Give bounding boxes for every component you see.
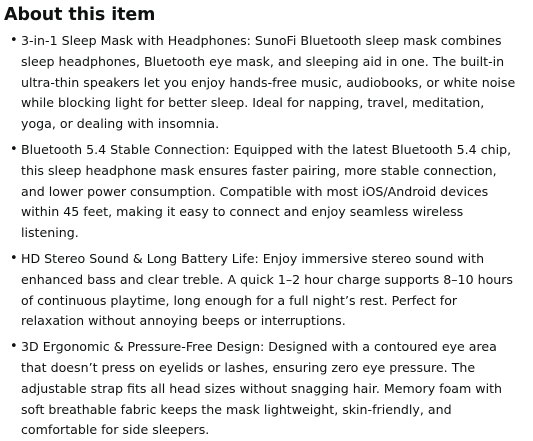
bullet-point-icon: • — [10, 250, 18, 266]
bullet-line: sleep headphones, Bluetooth eye mask, and sleeping aid in one. The built-in — [21, 53, 505, 69]
feature-bullet — [4, 31, 533, 135]
bullet-line: comfortable for side sleepers. — [21, 422, 210, 438]
feature-bullet-text — [21, 249, 521, 332]
bullet-line: enhanced bass and clear treble. A quick 1–2 hour charge supports 8–10 hours — [21, 271, 513, 287]
feature-bullet-text — [21, 31, 521, 135]
feature-bullet — [4, 249, 533, 332]
bullet-point-icon: • — [10, 339, 18, 355]
feature-bullet-text — [21, 337, 521, 441]
bullet-line: 3D Ergonomic & Pressure-Free Design: Designed with a contoured eye area — [21, 339, 497, 355]
feature-bullet-text — [21, 140, 521, 244]
bullet-line: adjustable strap fits all head sizes without snagging hair. Memory foam with — [21, 380, 502, 396]
feature-bullet-list — [4, 31, 533, 441]
bullet-point-icon: • — [10, 33, 18, 48]
bullet-line: this sleep headphone mask ensures faster pairing, more stable connection, — [21, 162, 497, 178]
bullet-line: ultra-thin speakers let you enjoy hands-free music, audiobooks, or white noise — [21, 74, 516, 90]
section-title: About this item — [4, 5, 156, 25]
feature-bullet — [4, 337, 533, 441]
bullet-point-icon: • — [10, 141, 18, 157]
bullet-line: Bluetooth 5.4 Stable Connection: Equipped with the latest Bluetooth 5.4 chip, — [21, 141, 512, 157]
bullet-line: HD Stereo Sound & Long Battery Life: Enjoy immersive stereo sound with — [21, 250, 485, 266]
bullet-line: 3-in-1 Sleep Mask with Headphones: SunoFi Bluetooth sleep mask combines — [21, 33, 502, 48]
bullet-line: listening. — [21, 225, 79, 241]
feature-bullet — [4, 140, 533, 244]
bullet-line: of continuous playtime, long enough for a full night’s rest. Perfect for — [21, 292, 458, 308]
bullet-line: that doesn’t press on eyelids or lashes, ensuring zero eye pressure. The — [21, 359, 476, 375]
bullet-line: soft breathable fabric keeps the mask lightweight, skin-friendly, and — [21, 401, 452, 417]
bullet-line: yoga, or dealing with insomnia. — [21, 116, 220, 132]
bullet-line: and lower power consumption. Compatible with most iOS/Android devices — [21, 183, 489, 199]
bullet-line: while blocking light for better sleep. Ideal for napping, travel, meditation, — [21, 95, 485, 111]
bullet-line: relaxation without annoying beeps or interruptions. — [21, 313, 346, 329]
bullet-line: within 45 feet, making it easy to connect and enjoy seamless wireless — [21, 204, 464, 220]
